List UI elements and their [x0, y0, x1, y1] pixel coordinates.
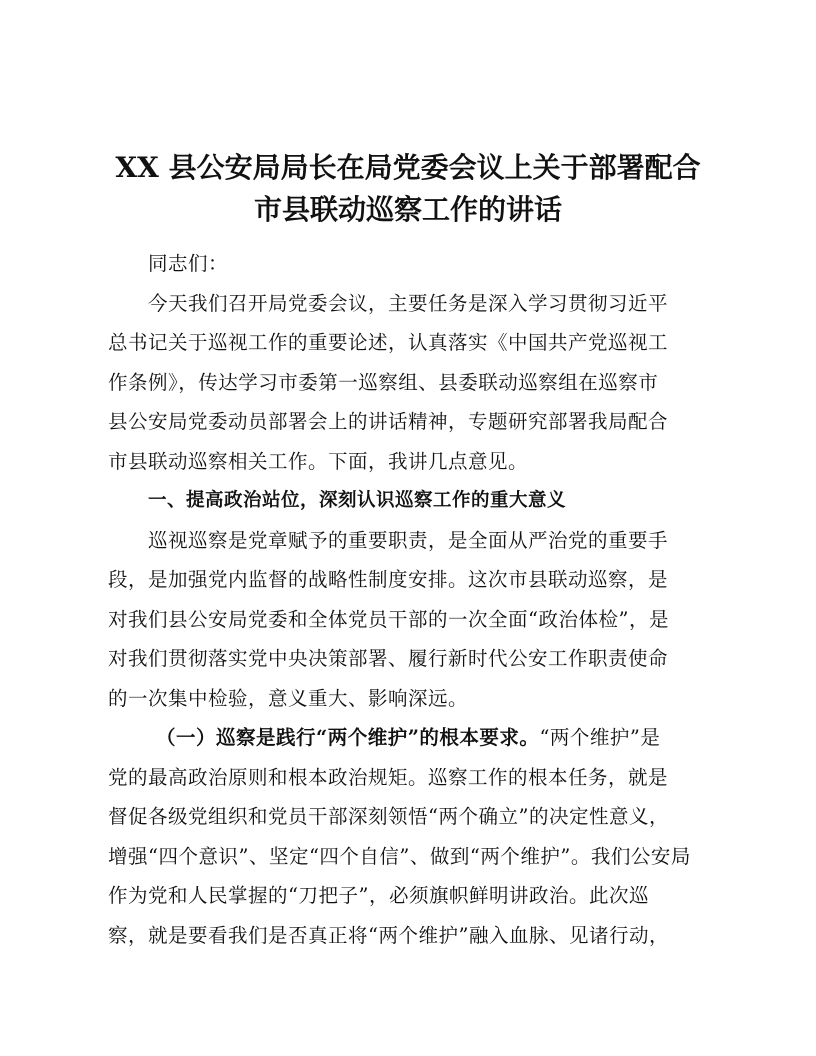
sub1-line: 作为党和人民掌握的“刀把子”，必须旗帜鲜明讲政治。此次巡 [108, 884, 649, 907]
section1-line: 的一次集中检验，意义重大、影响深远。 [108, 686, 469, 710]
section1-line: 巡视巡察是党章赋予的重要职责，是全面从严治党的重要手 [148, 528, 669, 552]
intro-line: 县公安局党委动员部署会上的讲话精神，专题研究部署我局配合 [108, 410, 669, 433]
sub1-line: 督促各级党组织和党员干部深刻领悟“两个确立”的决定性意义， [108, 805, 669, 828]
document-body [108, 244, 708, 955]
section1-line: 对我们县公安局党委和全体党员干部的一次全面“政治体检”，是 [108, 607, 669, 631]
subsection-1-first-rest: “两个维护”是 [539, 726, 661, 749]
section-heading-1: 一、提高政治站位，深刻认识巡察工作的重大意义 [148, 490, 567, 511]
intro-line: 今天我们召开局党委会议，主要任务是深入学习贯彻习近平 [148, 291, 669, 315]
subsection-heading-1: （一）巡察是践行“两个维护”的根本要求。 [156, 726, 540, 749]
section1-line: 段，是加强党内监督的战略性制度安排。这次市县联动巡察，是 [108, 568, 669, 591]
section1-line: 对我们贯彻落实党中央决策部署、履行新时代公安工作职责使命 [108, 647, 669, 670]
intro-line: 总书记关于巡视工作的重要论述，认真落实《中国共产党巡视工 [108, 331, 669, 354]
sub1-line: 党的最高政治原则和根本政治规矩。巡察工作的根本任务，就是 [108, 765, 669, 789]
sub1-line: 增强“四个意识”、坚定“四个自信”、做到“两个维护”。我们公安局 [108, 844, 691, 868]
sub1-line: 察，就是要看我们是否真正将“两个维护”融入血脉、见诸行动， [108, 923, 669, 947]
document-title-line-2: 市县联动巡察工作的讲话 [253, 193, 562, 226]
greeting: 同志们： [148, 252, 229, 275]
subsection-1-first-line [108, 718, 708, 758]
document-title-line-1: XX 县公安局局长在局党委会议上关于部署配合 [115, 151, 701, 184]
intro-line: 市县联动巡察相关工作。下面，我讲几点意见。 [108, 449, 529, 473]
intro-line: 作条例》，传达学习市委第一巡察组、县委联动巡察组在巡察市 [108, 370, 659, 394]
